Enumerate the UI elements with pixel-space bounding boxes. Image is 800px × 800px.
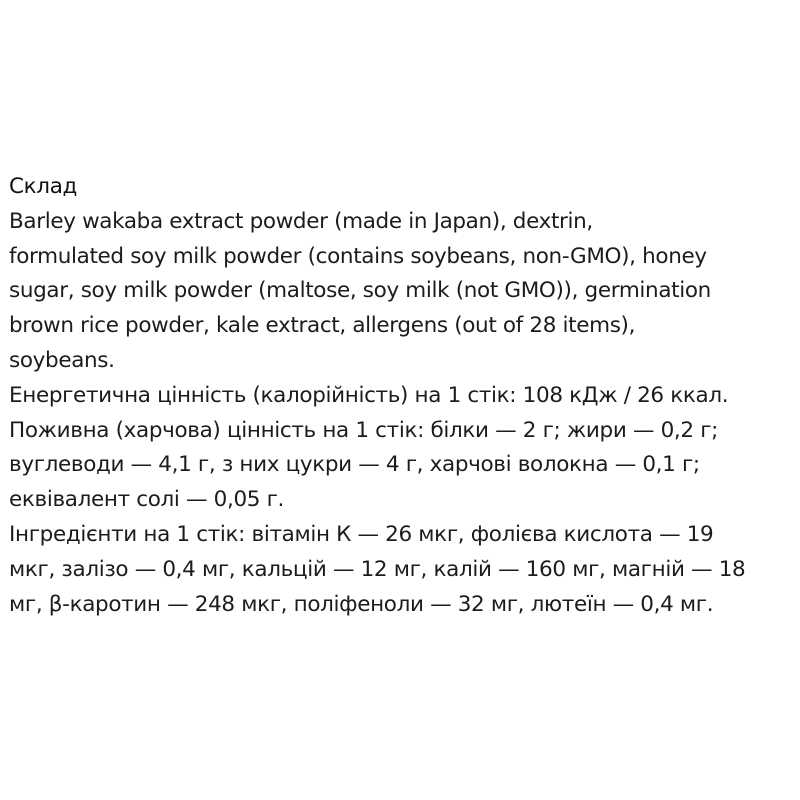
nutrition-line: Поживна (харчова) цінність на 1 стік: білки — 2 г; жири — 0,2 г; (9, 417, 719, 443)
product-composition-text (9, 170, 795, 622)
ingredients-line: Інгредієнти на 1 стік: вітамін К — 26 мкг, фолієва кислота — 19 (9, 521, 714, 547)
section-heading: Склад (9, 174, 78, 199)
composition-line: brown rice powder, kale extract, allergens (out of 28 items), (9, 313, 636, 339)
composition-line: soybeans. (9, 347, 115, 373)
nutrition-line: вуглеводи — 4,1 г, з них цукри — 4 г, харчові волокна — 0,1 г; (9, 452, 700, 478)
composition-line: sugar, soy milk powder (maltose, soy milk (not GMO)), germination (9, 278, 711, 304)
ingredients-line: мг, β-каротин — 248 мкг, поліфеноли — 32 мг, лютеїн — 0,4 мг. (9, 591, 714, 617)
nutrition-line: еквівалент солі — 0,05 г. (9, 487, 285, 513)
energy-value-line: Енергетична цінність (калорійність) на 1 стік: 108 кДж / 26 ккал. (9, 382, 729, 408)
ingredients-line: мкг, залізо — 0,4 мг, кальцій — 12 мг, калій — 160 мг, магній — 18 (9, 556, 746, 582)
composition-line: Barley wakaba extract powder (made in Japan), dextrin, (9, 208, 593, 234)
composition-line: formulated soy milk powder (contains soybeans, non-GMO), honey (9, 243, 707, 269)
